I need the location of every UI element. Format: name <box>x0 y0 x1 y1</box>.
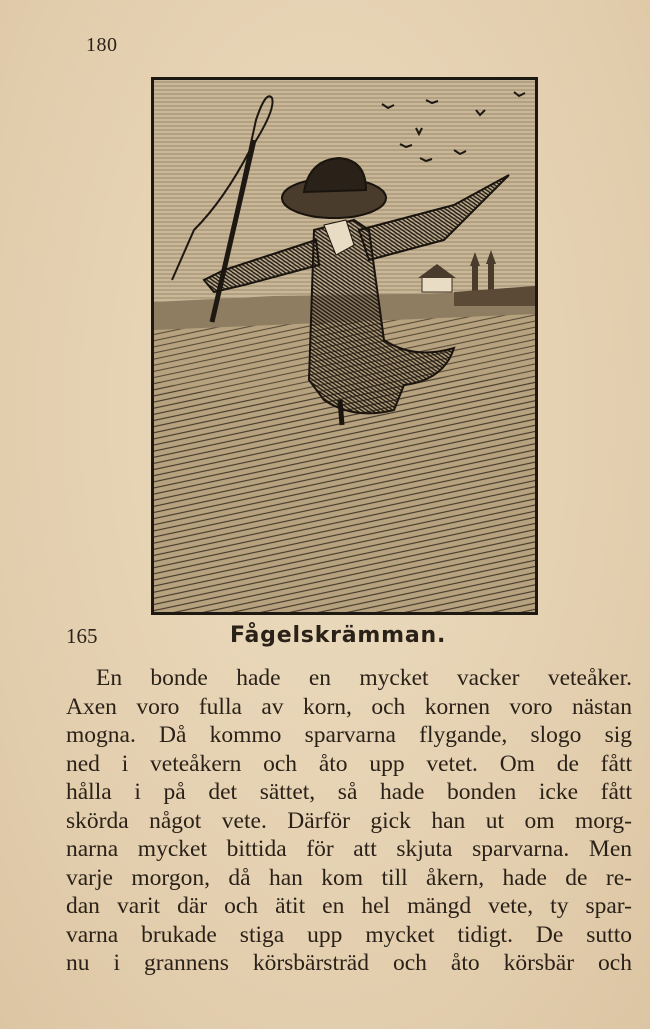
text-line: En bonde hade en mycket vacker veteåker. <box>96 665 632 691</box>
body-text <box>66 664 632 978</box>
text-line: hålla i på det sättet, så hade bonden icke fått <box>66 779 632 805</box>
section-title: Fågelskrämman. <box>230 623 447 648</box>
text-line: skörda något vete. Därför gick han ut om morg- <box>66 807 632 834</box>
scarecrow-engraving-icon <box>154 80 535 612</box>
text-line: Axen voro fulla av korn, och kornen voro nästan <box>66 693 632 720</box>
text-line: dan varit där och ätit en hel mängd vete, ty spar- <box>66 893 632 919</box>
scarecrow-illustration <box>151 77 538 615</box>
page-number: 180 <box>86 34 118 56</box>
text-line: mogna. Då kommo sparvarna flygande, slogo sig <box>66 722 632 748</box>
text-line: nu i grannens körsbärsträd och åto körsbär och <box>66 950 632 976</box>
text-line: narna mycket bittida för att skjuta sparvarna. Men <box>66 836 632 862</box>
text-line: varje morgon, då han kom till åkern, hade de re- <box>66 864 632 891</box>
text-line: varna brukade stiga upp mycket tidigt. De sutto <box>66 921 632 948</box>
section-number: 165 <box>66 624 98 648</box>
text-line: ned i veteåkern och åto upp vetet. Om de fått <box>66 750 632 777</box>
